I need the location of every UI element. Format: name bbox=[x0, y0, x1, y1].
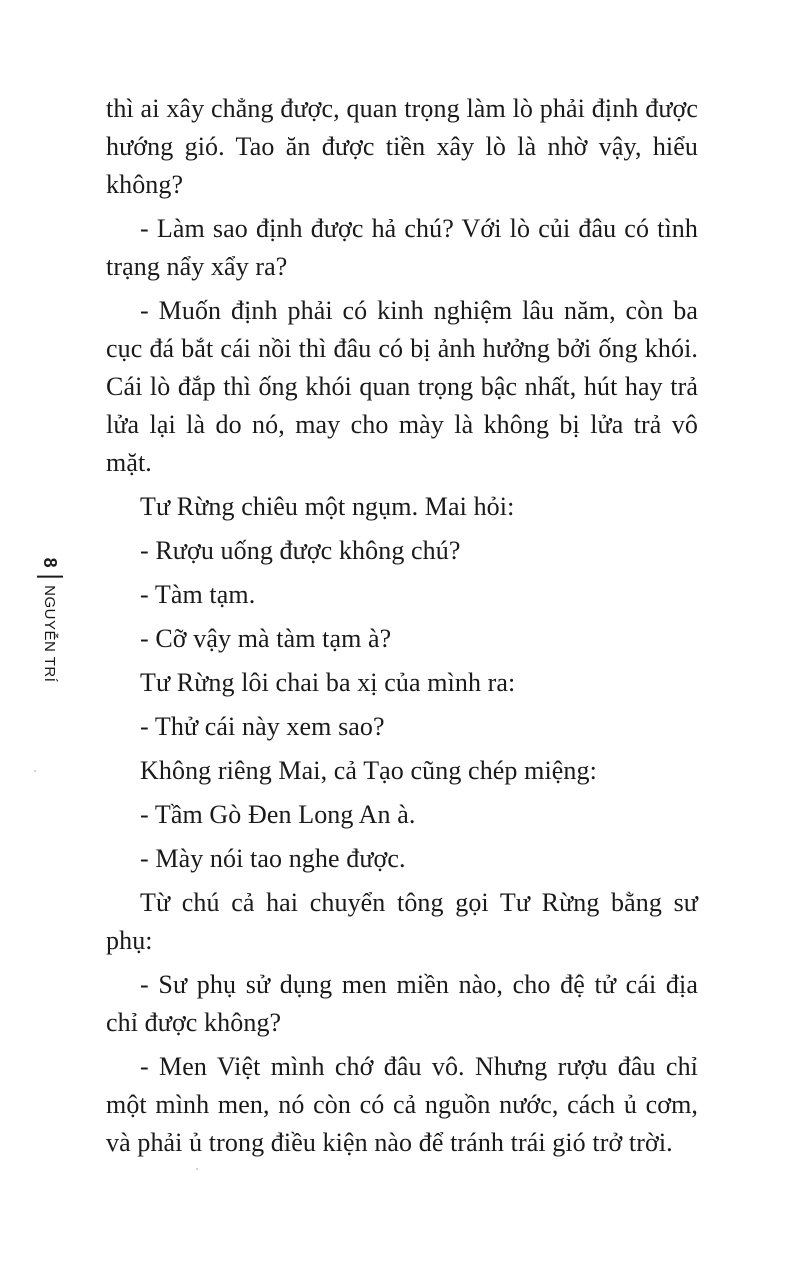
body-text bbox=[106, 90, 698, 1162]
paragraph-15: - Men Việt mình chớ đâu vô. Nhưng rượu đâu chỉ một mình men, nó còn có cả nguồn nước, cách ủ cơm, và phải ủ trong điều kiện nào để tránh trái gió trở trời. bbox=[106, 1052, 698, 1157]
author-name: NGUYỄN TRÍ bbox=[41, 585, 59, 683]
paragraph-2: - Làm sao định được hả chú? Với lò củi đâu có tình trạng nẩy xẩy ra? bbox=[106, 214, 698, 281]
page-number: 8 bbox=[40, 557, 61, 568]
paragraph-11: - Tầm Gò Đen Long An à. bbox=[140, 800, 416, 829]
header-divider bbox=[37, 576, 63, 578]
paragraph-13: Từ chú cả hai chuyển tông gọi Tư Rừng bằng sư phụ: bbox=[106, 888, 698, 955]
paragraph-8: Tư Rừng lôi chai ba xị của mình ra: bbox=[140, 668, 516, 697]
paragraph-9: - Thử cái này xem sao? bbox=[140, 712, 385, 741]
paragraph-14: - Sư phụ sử dụng men miền nào, cho đệ tử cái địa chỉ được không? bbox=[106, 970, 698, 1037]
running-header bbox=[22, 557, 78, 683]
paragraph-12: - Mày nói tao nghe được. bbox=[140, 844, 406, 873]
scan-speck bbox=[196, 1168, 198, 1170]
paragraph-5: - Rượu uống được không chú? bbox=[140, 536, 461, 565]
paragraph-4: Tư Rừng chiêu một ngụm. Mai hỏi: bbox=[140, 492, 515, 521]
paragraph-7: - Cỡ vậy mà tàm tạm à? bbox=[140, 624, 392, 653]
paragraph-10: Không riêng Mai, cả Tạo cũng chép miệng: bbox=[140, 756, 597, 785]
paragraph-1: thì ai xây chẳng được, quan trọng làm lò phải định được hướng gió. Tao ăn được tiền xây lò là nhờ vậy, hiểu không? bbox=[106, 94, 698, 199]
paragraph-6: - Tàm tạm. bbox=[140, 580, 256, 609]
paragraph-3: - Muốn định phải có kinh nghiệm lâu năm, còn ba cục đá bắt cái nồi thì đâu có bị ảnh hưởng bởi ống khói. Cái lò đắp thì ống khói quan trọng bậc nhất, hút hay trả lửa lại là do nó, may cho mày là không bị lửa trả vô mặt. bbox=[106, 296, 698, 477]
scan-speck bbox=[34, 770, 36, 772]
